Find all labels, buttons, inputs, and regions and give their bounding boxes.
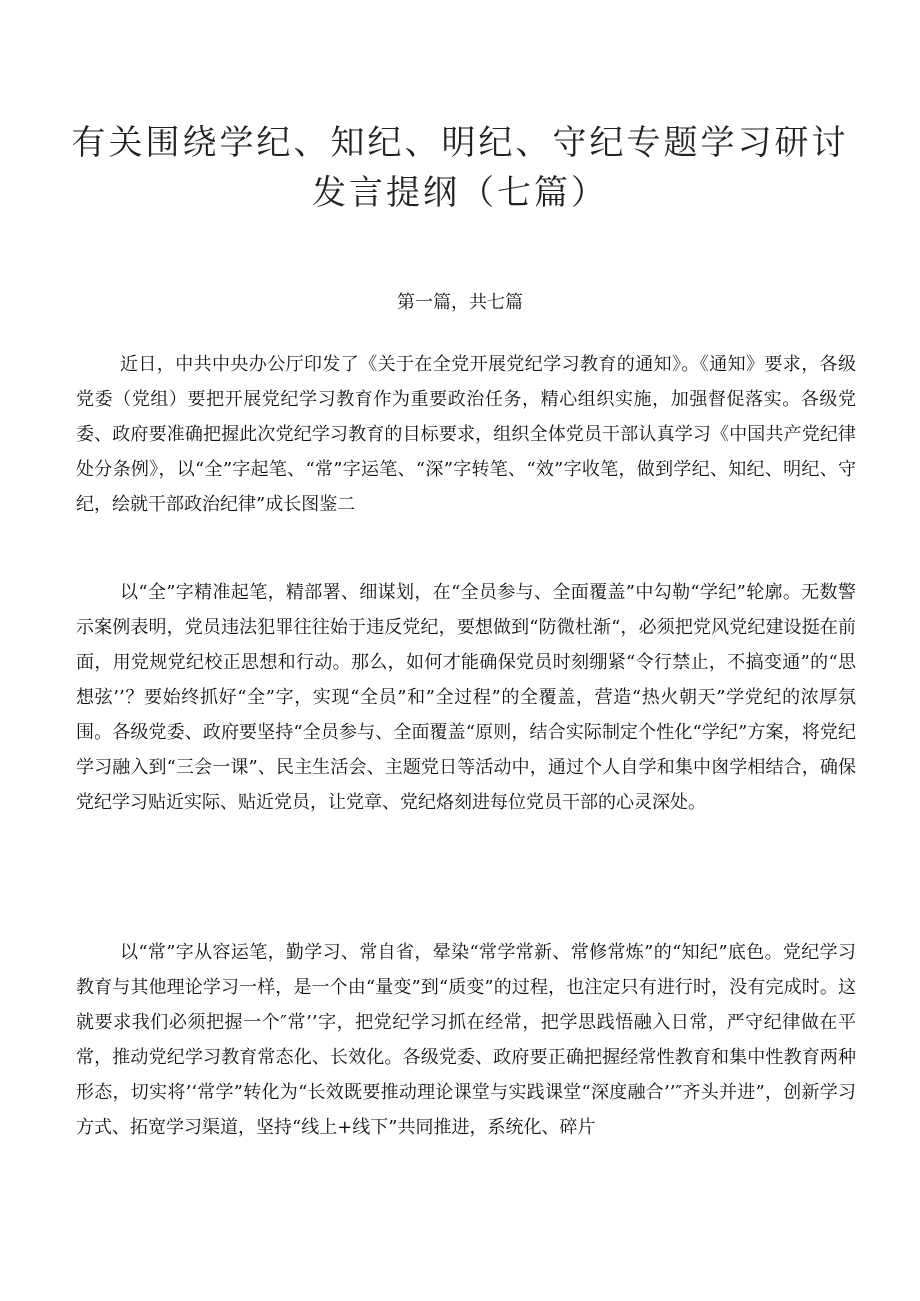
paragraph: 以“全”字精准起笔，精部署、细谋划，在“全员参与、全面覆盖”中勾勒“学纪”轮廓。无数警示案例表明，党员违法犯罪往往始于违反党纪，要想做到“防微杜渐“，必须把党风党纪建设挺在前面，用党规党纪校正思想和行动。那么，如何才能确保党员时刻绷紧“令行禁止，不搞变通”的“思想弦’’？要始终抓好“全”字，实现“全员”和”全过程”的全覆盖，营造“热火朝天”学党纪的浓厚氛围。各级党委、政府要坚持“全员参与、全面覆盖“原则，结合实际制定个性化“学纪”方案，将党纪学习融入到“三会一课”、民主生活会、主题党日等活动中，通过个人自学和集中囪学相结合，确保党纪学习贴近实际、贴近党员，让党章、党纪烙刻进每位党员干部的心灵深处。	[76, 582, 856, 813]
paragraph: 以“常”字从容运笔，勤学习、常自省，晕染“常学常新、常修常炼”的“知纪”底色。党纪学习教育与其他理论学习一样，是一个由“量变”到“质变”的过程，也注定只有进行时，没有完成时。这就要求我们必须把握一个″常’’字，把党纪学习抓在经常，把学思践悟融入日常，严守纪律做在平常，推动党纪学习教育常态化、长效化。各级党委、政府要正确把握经常性教育和集中性教育两种形态，切实将’‘常学”转化为“长效既要推动理论课堂与实践课堂“深度融合’’″齐头并进”，创新学习方式、拓宽学习渠道，坚持“线上+线下”共同推进，系统化、碎片	[76, 942, 856, 1138]
document-title: 有关围绕学纪、知纪、明纪、守纪专题学习研讨发言提纲（七篇）	[71, 123, 849, 213]
paragraph: 近日，中共中央办公厅印发了《关于在全党开展党纪学习教育的通知》。《通知》要求，各级党委（党组）要把开展党纪学习教育作为重要政治任务，精心组织实施，加强督促落实。各级党委、政府要准确把握此次党纪学习教育的目标要求，组织全体党员干部认真学习《中国共产党纪律处分条例》，以“全”字起笔、“常”字运笔、“深”字转笔、“效”字收笔，做到学纪、知纪、明纪、守纪，绘就干部政治纪律”成长图鉴二	[76, 354, 856, 515]
section-label: 第一篇，共七篇	[397, 292, 523, 313]
